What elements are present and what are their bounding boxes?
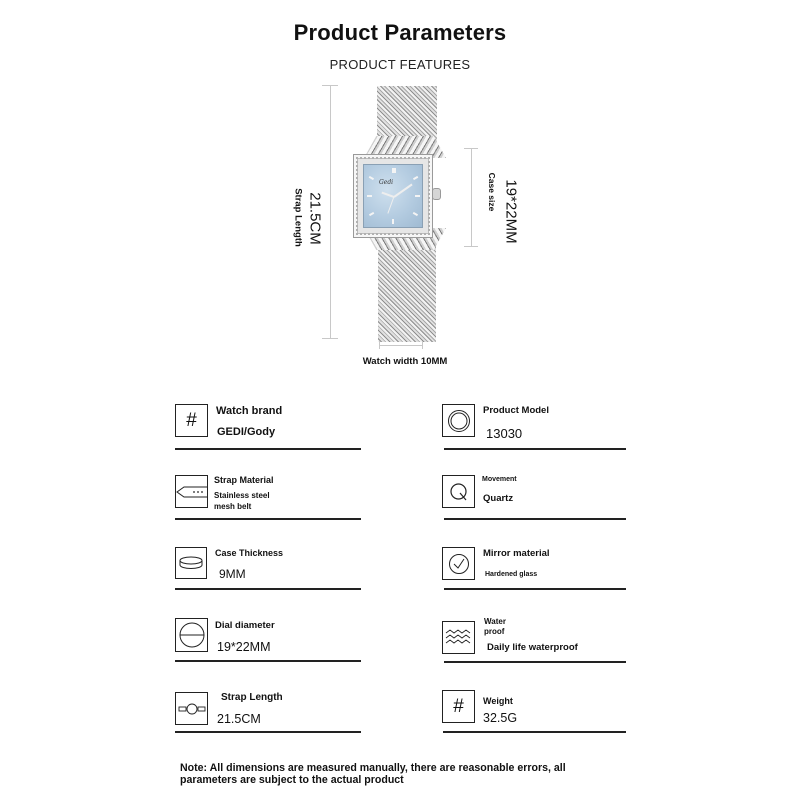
spec-dial-diameter xyxy=(175,618,361,678)
spec-strap-material xyxy=(175,475,361,535)
spec-watch-brand xyxy=(175,404,361,464)
spec-label: Product Model xyxy=(483,405,549,416)
divider xyxy=(175,518,361,520)
page-title: Product Parameters xyxy=(293,20,507,45)
hour-marker xyxy=(413,212,418,216)
strap-length-dimension-label: Strap Length xyxy=(292,188,304,247)
spec-movement xyxy=(442,475,628,535)
spec-strap-length xyxy=(175,692,361,752)
strap-length-dimension-value: 21.5CM xyxy=(306,192,324,245)
hour-marker xyxy=(367,195,372,197)
waves-icon xyxy=(442,621,475,654)
spec-label: Movement xyxy=(482,476,517,483)
second-hand xyxy=(387,196,394,213)
spec-label: Strap Material xyxy=(214,475,274,485)
divider xyxy=(444,661,626,663)
spec-value: 13030 xyxy=(486,426,523,441)
watch-strap-bottom xyxy=(378,238,436,342)
hour-marker xyxy=(415,195,420,197)
dimension-cap xyxy=(422,341,423,349)
spec-label: Strap Length xyxy=(221,692,283,703)
spec-case-thickness xyxy=(175,547,361,607)
case-disc-icon xyxy=(175,547,207,579)
spec-weight xyxy=(442,690,628,750)
double-circle-icon xyxy=(442,404,475,437)
spec-value-line: mesh belt xyxy=(214,502,252,511)
dimension-cap xyxy=(322,338,338,339)
minute-hand xyxy=(393,184,412,198)
hour-marker xyxy=(369,212,374,216)
divider xyxy=(444,448,626,450)
watch-width-dimension-line xyxy=(379,345,422,346)
dimension-cap xyxy=(322,85,338,86)
spec-water-proof xyxy=(442,618,628,678)
divider xyxy=(175,731,361,733)
divider xyxy=(444,588,626,590)
watch-crown xyxy=(432,188,441,200)
hour-marker xyxy=(392,219,394,224)
spec-value: 32.5G xyxy=(483,711,518,725)
spec-value: 21.5CM xyxy=(217,712,261,726)
hour-marker xyxy=(394,168,396,173)
dimension-cap xyxy=(464,246,478,247)
spec-product-model xyxy=(442,404,628,464)
strap-length-icon xyxy=(175,692,208,725)
circle-check-icon xyxy=(442,547,475,580)
disclaimer-note: Note: All dimensions are measured manually, there are reasonable errors, all parameters are subject to the actual product xyxy=(180,762,566,786)
dial-brand-logo: Gedi xyxy=(379,179,394,186)
spec-label-line: Water xyxy=(484,617,506,626)
dimension-cap xyxy=(464,148,478,149)
page-subtitle: PRODUCT FEATURES xyxy=(329,57,471,72)
spec-value: 9MM xyxy=(219,567,246,581)
spec-label: Case Thickness xyxy=(215,548,284,558)
spec-value: Hardened glass xyxy=(485,571,538,578)
spec-value: 19*22MM xyxy=(217,640,271,654)
hour-marker xyxy=(413,176,418,180)
strap-length-dimension-line xyxy=(330,85,331,338)
spec-label: Mirror material xyxy=(483,548,550,559)
strap-end-icon xyxy=(175,475,208,508)
spec-label: Watch brand xyxy=(216,405,283,417)
divider xyxy=(443,731,626,733)
case-size-dimension-line xyxy=(471,148,472,246)
spec-value: Quartz xyxy=(483,493,514,504)
divider xyxy=(175,448,361,450)
divider xyxy=(175,588,361,590)
watch-dial xyxy=(363,164,423,228)
spec-label: Dial diameter xyxy=(215,620,275,631)
watch-width-label: Watch width 10MM xyxy=(362,356,448,367)
hash-icon: # xyxy=(175,404,208,437)
case-size-dimension-label: Case size xyxy=(487,172,497,212)
case-size-dimension-value: 19*22MM xyxy=(502,179,520,244)
letter-q-icon xyxy=(442,475,475,508)
spec-value: GEDI/Gody xyxy=(217,426,276,438)
hour-marker xyxy=(369,176,374,180)
divider xyxy=(444,518,626,520)
circle-diameter-icon xyxy=(175,618,208,652)
spec-mirror-material xyxy=(442,547,628,607)
spec-label: Weight xyxy=(483,696,513,706)
dimension-cap xyxy=(379,341,380,349)
divider xyxy=(175,660,361,662)
spec-value: Daily life waterproof xyxy=(487,642,578,653)
hash-icon: # xyxy=(442,690,475,723)
spec-label-line: proof xyxy=(484,627,505,636)
spec-value-line: Stainless steel xyxy=(214,491,270,500)
